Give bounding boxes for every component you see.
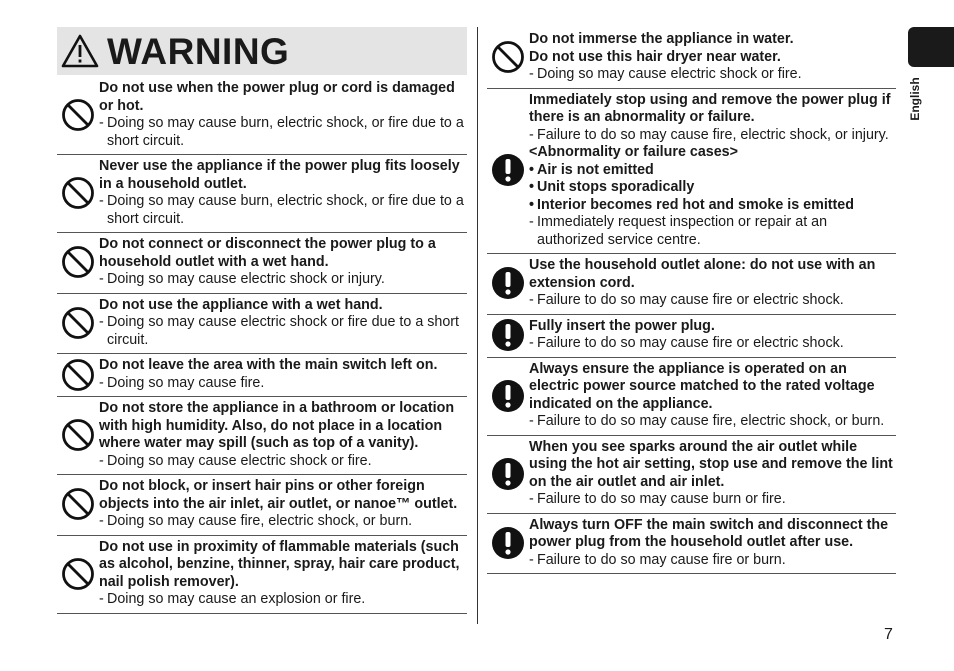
warning-item-text bbox=[99, 297, 467, 350]
note-dash: - bbox=[529, 335, 534, 351]
warning-item-title: Do not block, or insert hair pins or other foreign objects into the air inlet, air outlet, or nanoe™ outlet. bbox=[99, 478, 458, 512]
failure-case-bullet bbox=[529, 197, 896, 215]
prohibition-icon bbox=[61, 557, 95, 591]
item-note bbox=[99, 453, 467, 471]
note-text: Failure to do so may cause fire, electric shock, or burn. bbox=[537, 413, 885, 429]
warning-item-title: Do not connect or disconnect the power plug to a household outlet with a wet hand. bbox=[99, 236, 436, 270]
warning-item-text bbox=[529, 92, 896, 250]
warning-item-icon bbox=[487, 457, 529, 491]
note-dash: - bbox=[99, 374, 104, 391]
note-dash: - bbox=[529, 126, 534, 143]
prohibition-icon bbox=[491, 40, 525, 74]
prohibition-icon bbox=[61, 98, 95, 132]
left-warning-list bbox=[57, 77, 467, 614]
warning-item-icon bbox=[487, 526, 529, 560]
item-note bbox=[99, 314, 467, 349]
item-note bbox=[529, 127, 896, 145]
note-dash: - bbox=[529, 66, 534, 82]
language-tab-marker bbox=[908, 27, 954, 67]
warning-item-icon bbox=[57, 176, 99, 210]
warning-item-text bbox=[529, 31, 896, 84]
item-note bbox=[529, 214, 896, 249]
warning-item-title: When you see sparks around the air outlet while using the hot air setting, stop use and remove the lint on the air outlet and air inlet. bbox=[529, 438, 893, 490]
bullet-dot: • bbox=[529, 179, 535, 195]
warning-item-text bbox=[99, 539, 467, 609]
warning-item-text bbox=[529, 257, 896, 310]
warning-item-text bbox=[529, 439, 896, 509]
note-text: Doing so may cause an explosion or fire. bbox=[107, 591, 366, 607]
note-dash: - bbox=[99, 193, 104, 209]
note-text: Immediately request inspection or repair at an authorized service centre. bbox=[537, 214, 828, 248]
warning-item bbox=[57, 397, 467, 475]
item-note bbox=[529, 491, 896, 509]
note-text: Doing so may cause burn, electric shock, or fire due to a short circuit. bbox=[107, 193, 464, 227]
note-dash: - bbox=[529, 214, 534, 230]
warning-item bbox=[487, 514, 896, 575]
warning-item-title: Do not use the appliance with a wet hand. bbox=[99, 296, 383, 313]
warning-item-text bbox=[99, 478, 467, 531]
bullet-dot: • bbox=[529, 196, 535, 213]
prohibition-icon bbox=[61, 418, 95, 452]
warning-item-icon bbox=[487, 318, 529, 352]
note-dash: - bbox=[99, 271, 104, 287]
exclamation-icon bbox=[491, 457, 525, 491]
page-number: 7 bbox=[884, 626, 893, 643]
note-text: Doing so may cause fire, electric shock, or burn. bbox=[107, 513, 413, 529]
warning-item bbox=[487, 28, 896, 89]
item-note bbox=[99, 271, 467, 289]
item-note bbox=[529, 413, 896, 431]
warning-item bbox=[57, 77, 467, 155]
warning-item bbox=[487, 254, 896, 315]
prohibition-icon bbox=[61, 306, 95, 340]
warning-item bbox=[57, 536, 467, 614]
warning-item-title: Fully insert the power plug. bbox=[529, 317, 715, 334]
note-text: Doing so may cause fire. bbox=[107, 374, 265, 391]
right-warning-list bbox=[487, 28, 896, 574]
exclamation-icon bbox=[491, 379, 525, 413]
warning-header bbox=[57, 27, 467, 75]
item-note bbox=[529, 66, 896, 84]
bullet-text: Air is not emitted bbox=[537, 161, 654, 178]
warning-item bbox=[57, 475, 467, 536]
note-text: Doing so may cause electric shock or fire. bbox=[537, 66, 802, 82]
note-dash: - bbox=[529, 292, 534, 308]
note-text: Doing so may cause burn, electric shock, or fire due to a short circuit. bbox=[107, 115, 464, 149]
exclamation-icon bbox=[491, 266, 525, 300]
failure-cases-heading: <Abnormality or failure cases> bbox=[529, 144, 738, 160]
warning-item bbox=[487, 436, 896, 514]
warning-item bbox=[487, 315, 896, 358]
note-dash: - bbox=[529, 551, 534, 568]
item-note bbox=[99, 513, 467, 531]
note-dash: - bbox=[529, 413, 534, 429]
warning-item bbox=[57, 233, 467, 294]
note-text: Doing so may cause electric shock or fire due to a short circuit. bbox=[107, 314, 460, 348]
warning-item bbox=[487, 89, 896, 255]
exclamation-icon bbox=[491, 153, 525, 187]
failure-case-bullet bbox=[529, 162, 896, 180]
prohibition-icon bbox=[61, 358, 95, 392]
warning-item bbox=[57, 294, 467, 355]
note-dash: - bbox=[99, 513, 104, 529]
warning-item-title: Immediately stop using and remove the power plug if there is an abnormality or failure. bbox=[529, 91, 891, 125]
warning-item-title: Use the household outlet alone: do not use with an extension cord. bbox=[529, 257, 876, 291]
warning-item-title: Always turn OFF the main switch and disconnect the power plug from the household outlet after use. bbox=[529, 516, 889, 550]
warning-item bbox=[57, 354, 467, 397]
item-note bbox=[529, 552, 896, 570]
warning-item-text bbox=[99, 80, 467, 150]
warning-item-title: Do not use in proximity of flammable materials (such as alcohol, benzine, thinner, spray, hair care product, nail polish remover). bbox=[99, 538, 460, 590]
warning-item bbox=[57, 155, 467, 233]
exclamation-icon bbox=[491, 526, 525, 560]
warning-item-icon bbox=[57, 557, 99, 591]
warning-item-text bbox=[99, 158, 467, 228]
warning-item-icon bbox=[487, 266, 529, 300]
prohibition-icon bbox=[61, 176, 95, 210]
warning-item-icon bbox=[57, 418, 99, 452]
warning-item-title: Do not leave the area with the main switch left on. bbox=[99, 357, 438, 373]
warning-item-title: Do not store the appliance in a bathroom or location with high humidity. Also, do not place in a location where water may spill (such as top of a vanity). bbox=[99, 400, 455, 451]
note-text: Failure to do so may cause burn or fire. bbox=[537, 491, 786, 507]
prohibition-icon bbox=[61, 245, 95, 279]
warning-triangle-icon bbox=[61, 34, 99, 68]
item-note bbox=[99, 375, 467, 393]
note-dash: - bbox=[99, 314, 104, 330]
bullet-text: Unit stops sporadically bbox=[537, 179, 695, 195]
warning-item-title: Do not immerse the appliance in water. Do not use this hair dryer near water. bbox=[529, 31, 794, 65]
warning-item-text bbox=[99, 357, 467, 392]
prohibition-icon bbox=[61, 487, 95, 521]
column-divider bbox=[477, 27, 478, 624]
warning-item-icon bbox=[57, 487, 99, 521]
warning-item-title: Do not use when the power plug or cord is damaged or hot. bbox=[99, 80, 455, 114]
warning-item-text bbox=[529, 517, 896, 570]
note-text: Failure to do so may cause fire or burn. bbox=[537, 551, 786, 568]
warning-item-icon bbox=[487, 379, 529, 413]
item-note bbox=[529, 335, 896, 353]
warning-item-text bbox=[99, 236, 467, 289]
note-text: Failure to do so may cause fire or electric shock. bbox=[537, 292, 844, 308]
warning-item-icon bbox=[57, 245, 99, 279]
warning-item-text bbox=[529, 361, 896, 431]
item-note bbox=[529, 292, 896, 310]
warning-item bbox=[487, 358, 896, 436]
note-text: Doing so may cause electric shock or injury. bbox=[107, 271, 385, 287]
exclamation-icon bbox=[491, 318, 525, 352]
note-dash: - bbox=[99, 115, 104, 131]
language-label: English bbox=[908, 77, 922, 121]
warning-item-icon bbox=[487, 153, 529, 187]
failure-case-bullet bbox=[529, 179, 896, 197]
warning-item-text bbox=[529, 318, 896, 353]
note-dash: - bbox=[529, 491, 534, 507]
bullet-text: Interior becomes red hot and smoke is emitted bbox=[537, 196, 854, 213]
warning-item-icon bbox=[57, 98, 99, 132]
warning-item-icon bbox=[487, 40, 529, 74]
page-title: WARNING bbox=[107, 30, 290, 72]
item-note bbox=[99, 193, 467, 228]
note-text: Doing so may cause electric shock or fire. bbox=[107, 452, 372, 469]
warning-item-text bbox=[99, 400, 467, 470]
warning-item-title: Always ensure the appliance is operated on an electric power source matched to the rated voltage indicated on the appliance. bbox=[529, 360, 875, 412]
note-text: Failure to do so may cause fire, electric shock, or injury. bbox=[537, 126, 889, 143]
note-text: Failure to do so may cause fire or electric shock. bbox=[537, 335, 844, 351]
note-dash: - bbox=[99, 591, 104, 607]
note-dash: - bbox=[99, 452, 104, 469]
item-note bbox=[99, 591, 467, 609]
warning-item-icon bbox=[57, 358, 99, 392]
warning-item-icon bbox=[57, 306, 99, 340]
bullet-dot: • bbox=[529, 161, 535, 178]
warning-item-title: Never use the appliance if the power plug fits loosely in a household outlet. bbox=[99, 158, 460, 192]
item-note bbox=[99, 115, 467, 150]
